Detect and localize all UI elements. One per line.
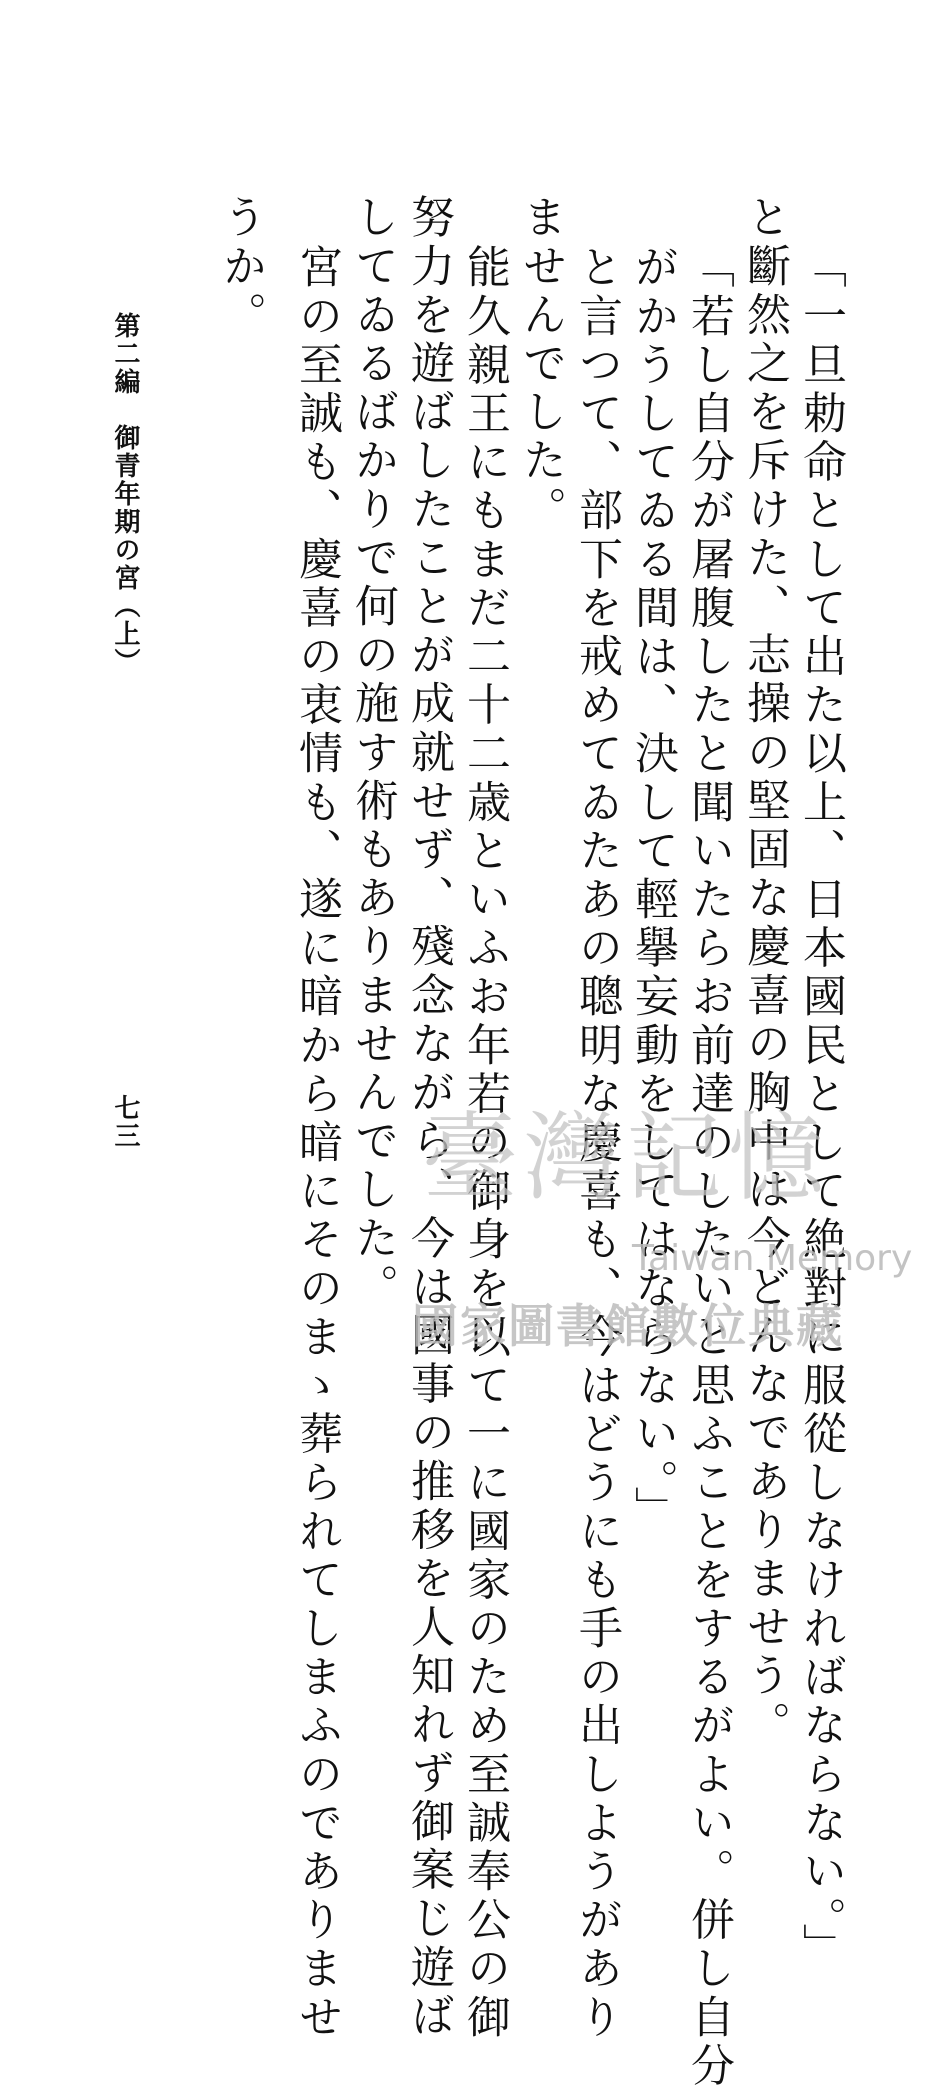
watermark [412, 1102, 913, 1353]
page-number: 七三 [110, 1094, 140, 1150]
text-line-2: と斷然之を斥けた、志操の堅固な慶喜の胸中は今どんなでありませう。 [739, 194, 790, 1750]
watermark-subtitle: Taiwan Memory [632, 1238, 913, 1279]
text-line-1: 「一旦勅命として出た以上、日本國民として絶對に服從しなければならない。」 [795, 244, 846, 1972]
watermark-title: 臺灣記憶 [422, 1102, 830, 1214]
text-line-5: と言つて、部下を戒めてゐたあの聰明な慶喜も、今はどうにも手の出しようがあり [571, 244, 622, 2043]
text-line-9: してゐるばかりで何の施す術もありませんでした。 [347, 194, 398, 1312]
text-line-11: うか。 [215, 194, 266, 340]
text-line-7: 能久親王にもまだ二十二歳といふお年若の御身を以て一に國家のため至誠奉公の御 [459, 244, 510, 2043]
text-line-6: ませんでした。 [515, 194, 566, 535]
text-line-3: 「若し自分が屠腹したと聞いたらお前達のしたいと思ふことをするがよい。併し自分 [683, 244, 734, 2091]
text-line-8: 努力を遊ばしたことが成就せず、殘念ながら、今は國事の推移を人知れず御案じ遊ば [403, 194, 454, 2041]
text-line-10: 宮の至誠も、慶喜の衷情も、遂に暗から暗にそのまゝ葬られてしまふのでありませ [291, 244, 342, 2043]
watermark-library: 國家圖書館數位典藏 [412, 1299, 844, 1353]
text-line-4: がかうしてゐる間は、決して輕擧妄動をしてはならない。」 [627, 244, 678, 1535]
running-header: 第二編 御青年期の宮（上） [110, 312, 140, 676]
